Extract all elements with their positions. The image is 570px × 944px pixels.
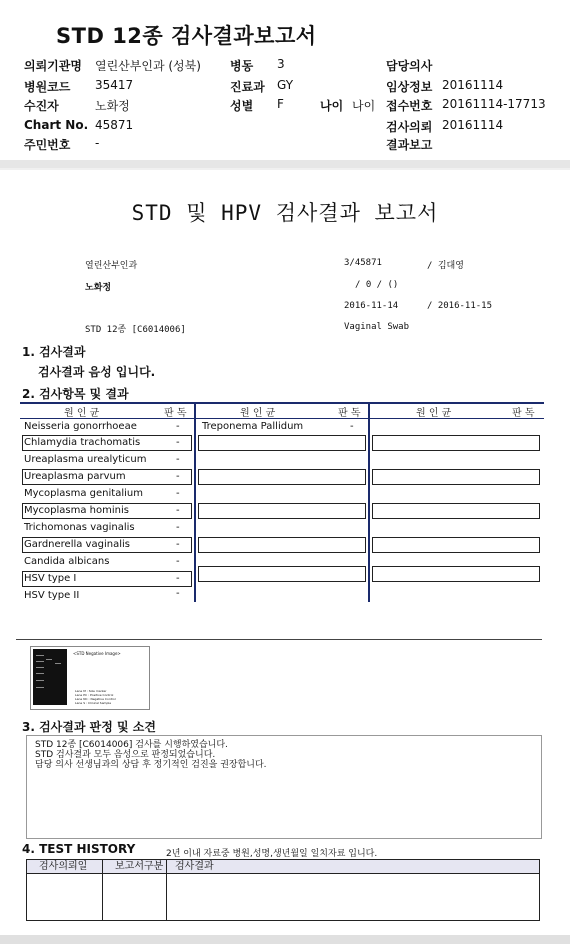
opinion-line: STD 12종 [C6014006] 검사를 시행하였습니다.: [35, 740, 228, 750]
label-doctor: 담당의사: [386, 59, 433, 73]
table-row: [372, 566, 540, 582]
label-chart-no: Chart No.: [24, 118, 89, 132]
label-resident-no: 주민번호: [24, 138, 71, 152]
label-hospital-code: 병원코드: [24, 80, 71, 94]
section1-title: 1. 검사결과: [22, 345, 86, 359]
item-result: -: [176, 556, 180, 567]
label-clinical-info: 임상정보: [386, 80, 433, 94]
value-hospital-code: 35417: [95, 78, 134, 92]
column-divider: [194, 402, 196, 602]
pathogen-header: 원 인 균: [240, 408, 276, 419]
results-grid: [20, 402, 544, 607]
table-row: [372, 435, 540, 451]
result-header: 판 독: [338, 408, 361, 419]
item-name: Ureaplasma parvum: [24, 471, 126, 482]
item-name: Mycoplasma genitalium: [24, 488, 143, 499]
label-test-request: 검사의뢰: [386, 120, 433, 134]
value-clinic: 열린산부인과 (성북): [95, 59, 201, 73]
item-name: Treponema Pallidum: [202, 421, 304, 432]
value-clinical-info: 20161114: [442, 78, 504, 92]
table-row: [372, 503, 540, 519]
doctor-name: / 김대영: [427, 261, 464, 271]
item-result: -: [176, 454, 180, 465]
gel-caption: <STD Negative Image>: [73, 651, 121, 656]
separator-band: [0, 160, 570, 168]
patient-name: 노화정: [85, 283, 112, 293]
history-col-result: 검사결과: [167, 860, 539, 874]
table-row: [198, 566, 366, 582]
date-received: 2016-11-14: [344, 301, 399, 311]
opinion-line: STD 검사결과 모두 음성으로 판정되었습니다.: [35, 750, 216, 760]
test-code: STD 12종 [C6014006]: [85, 325, 186, 335]
label-sex: 성별: [230, 99, 254, 113]
result-header: 판 독: [512, 408, 535, 419]
item-result: -: [176, 471, 180, 482]
history-note: 2년 이내 자료중 병원,성명,생년월일 일치자료 입니다.: [166, 849, 378, 859]
opinion-line: 담당 의사 선생님과의 상담 후 정기적인 검진을 권장합니다.: [35, 760, 267, 770]
item-name: Neisseria gonorrhoeae: [24, 421, 137, 432]
date-reported: / 2016-11-15: [427, 301, 493, 311]
column-header-1: [20, 402, 194, 419]
item-name: Candida albicans: [24, 556, 110, 567]
clinic-name: 열린산부인과: [85, 261, 138, 271]
slash-line: / 0 / (): [355, 280, 399, 290]
item-result: -: [176, 421, 180, 432]
report-header: [0, 0, 570, 160]
history-col-date: 검사의뢰일: [27, 860, 103, 874]
pathogen-header: 원 인 균: [64, 408, 100, 419]
column-divider: [368, 402, 370, 602]
item-result: -: [176, 522, 180, 533]
table-row: [198, 469, 366, 485]
table-row: [372, 537, 540, 553]
label-clinic: 의뢰기관명: [24, 59, 82, 73]
section3-title: 3. 검사결과 판정 및 소견: [22, 720, 156, 734]
value-test-request: 20161114: [442, 118, 504, 132]
item-name: Gardnerella vaginalis: [24, 539, 130, 550]
opinion-box: [26, 735, 542, 839]
value-department: GY: [277, 78, 294, 92]
section1-result: 검사결과 음성 입니다.: [38, 365, 156, 379]
column-header-3: [370, 402, 544, 419]
label-result-report: 결과보고: [386, 138, 433, 152]
section4-title: 4. TEST HISTORY: [22, 842, 136, 856]
report-page: [0, 170, 570, 944]
label-ward: 병동: [230, 59, 254, 73]
label-department: 진료과: [230, 80, 265, 94]
item-name: Chlamydia trachomatis: [24, 437, 141, 448]
item-name: Ureaplasma urealyticum: [24, 454, 147, 465]
label-age: 나이: [320, 99, 344, 113]
value-chart-no: 45871: [95, 118, 134, 132]
table-row: [198, 435, 366, 451]
history-col-type: 보고서구분: [103, 860, 167, 874]
pathogen-header: 원 인 균: [416, 408, 452, 419]
item-result: -: [176, 488, 180, 499]
item-result: -: [176, 573, 180, 584]
value-age: 나이: [352, 99, 376, 113]
test-history-table: [26, 859, 540, 921]
value-resident-no: -: [95, 136, 100, 150]
item-result: -: [350, 421, 354, 432]
column-divider: [102, 860, 103, 920]
report-title: STD 및 HPV 검사결과 보고서: [131, 201, 439, 225]
item-result: -: [176, 539, 180, 550]
table-row: [198, 503, 366, 519]
section2-title: 2. 검사항목 및 결과: [22, 387, 129, 401]
item-result: -: [176, 437, 180, 448]
gel-legend: Lane M : Size marker Lane PC : Positive Control Lane NC : Negative Control Lane S : Clinical Sample: [75, 689, 116, 705]
gel-image-panel: [30, 646, 150, 710]
table-row: [198, 537, 366, 553]
item-name: Trichomonas vaginalis: [24, 522, 135, 533]
column-header-2: [196, 402, 368, 419]
value-patient: 노화정: [95, 99, 130, 113]
label-receipt-no: 접수번호: [386, 99, 433, 113]
gel-electrophoresis-image: [33, 649, 67, 705]
item-name: HSV type II: [24, 590, 80, 601]
chart-ref: 3/45871: [344, 258, 382, 268]
specimen: Vaginal Swab: [344, 322, 410, 332]
page-bottom-band: [0, 935, 570, 944]
divider: [16, 639, 542, 640]
item-name: Mycoplasma hominis: [24, 505, 129, 516]
value-ward: 3: [277, 57, 285, 71]
header-title: STD 12종 검사결과보고서: [56, 24, 317, 48]
value-receipt-no: 20161114-17713: [442, 97, 546, 111]
table-row: [372, 469, 540, 485]
item-result: -: [176, 588, 180, 599]
column-divider: [166, 860, 167, 920]
value-sex: F: [277, 97, 284, 111]
result-header: 판 독: [164, 408, 187, 419]
label-patient: 수진자: [24, 99, 59, 113]
item-result: -: [176, 505, 180, 516]
item-name: HSV type I: [24, 573, 77, 584]
